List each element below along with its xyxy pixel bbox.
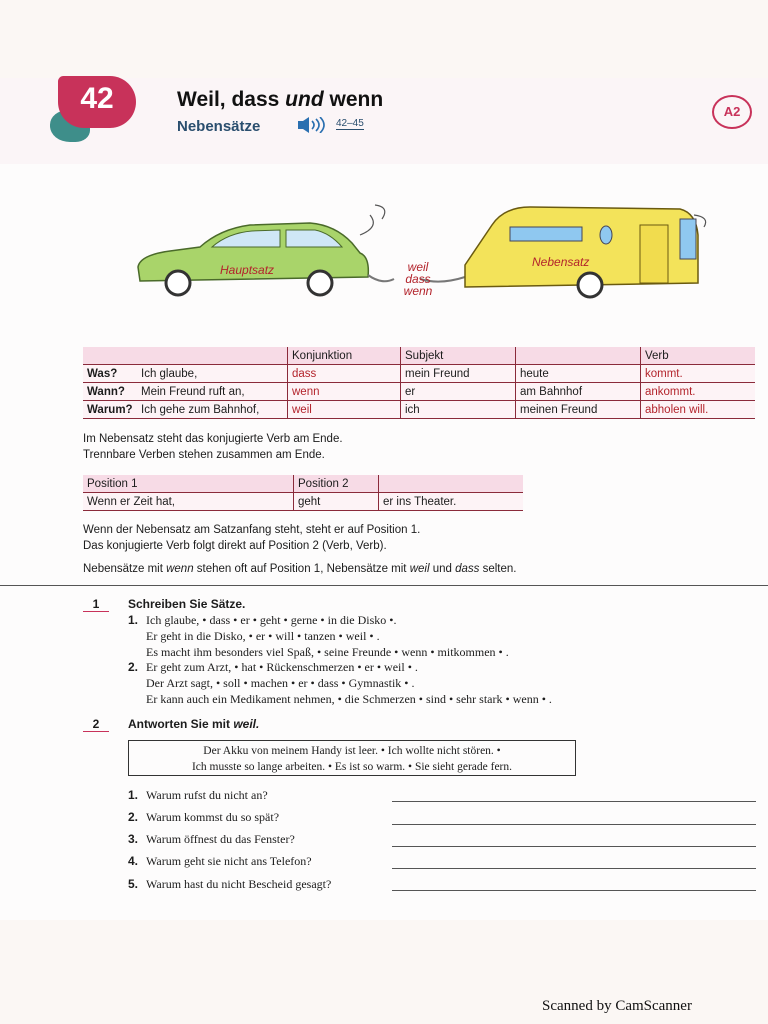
connector-weil: weil bbox=[407, 260, 429, 274]
header-position-1: Position 1 bbox=[83, 475, 294, 493]
header-cell-empty bbox=[83, 347, 288, 365]
item-number: 1. bbox=[128, 613, 139, 627]
header-verb: Verb bbox=[641, 347, 756, 365]
note-italic: dass bbox=[455, 563, 480, 575]
table-cell-main bbox=[83, 365, 288, 383]
table-cell-verb: ankommt. bbox=[641, 383, 756, 401]
table-cell-middle: am Bahnhof bbox=[516, 383, 641, 401]
box-line-2: Ich musste so lange arbeiten. • Es ist so warm. • Sie sieht gerade fern. bbox=[191, 761, 513, 773]
answer-line[interactable] bbox=[392, 801, 756, 802]
rule-note-1: Im Nebensatz steht das konjugierte Verb am Ende. bbox=[83, 433, 343, 445]
question-number bbox=[128, 788, 138, 803]
answer-line[interactable] bbox=[392, 890, 756, 891]
page-subtitle: Nebensätze bbox=[177, 118, 261, 135]
page-title bbox=[177, 88, 383, 112]
table-header-row bbox=[83, 347, 755, 365]
question-number bbox=[128, 877, 138, 892]
table-row bbox=[83, 493, 523, 511]
table-cell-middle: meinen Freund bbox=[516, 401, 641, 419]
table-cell-verb: abholen will. bbox=[641, 401, 756, 419]
title-part-1: Weil, dass bbox=[177, 88, 286, 111]
scanner-watermark: Scanned by CamScanner bbox=[542, 998, 692, 1014]
position-header-row bbox=[83, 475, 523, 493]
rule-note-2: Trennbare Verben stehen zusammen am Ende. bbox=[83, 449, 325, 461]
caravan-label: Nebensatz bbox=[532, 255, 590, 269]
main-clause: Mein Freund ruft an, bbox=[141, 385, 245, 398]
exercise-1-item: Es macht ihm besonders viel Spaß, • seine Freunde • wenn • mitkommen • . bbox=[146, 645, 509, 659]
question-word: Was? bbox=[87, 367, 118, 380]
note-text: selten. bbox=[479, 563, 517, 575]
speaker-icon bbox=[298, 117, 332, 136]
header-position-2: Position 2 bbox=[294, 475, 379, 493]
question-text: Warum rufst du nicht an? bbox=[146, 788, 268, 802]
item-number: 5. bbox=[128, 877, 139, 891]
question-number bbox=[128, 810, 138, 825]
title-italic: und bbox=[285, 88, 324, 111]
main-clause: Ich gehe zum Bahnhof, bbox=[141, 403, 260, 416]
connector-labels bbox=[396, 261, 440, 297]
exercise-1-item: Ich glaube, • dass • er • geht • gerne • in die Disko •. bbox=[146, 613, 397, 627]
table-row bbox=[83, 365, 755, 383]
header-middle bbox=[516, 347, 641, 365]
exercise-2-title bbox=[128, 717, 259, 731]
table-cell-main bbox=[83, 401, 288, 419]
question-word: Warum? bbox=[87, 403, 133, 416]
table-cell-main bbox=[83, 383, 288, 401]
question-number bbox=[128, 832, 138, 847]
table-row bbox=[83, 383, 755, 401]
note-text: und bbox=[429, 563, 456, 575]
exercise-1-item: Er kann auch ein Medikament nehmen, • die Schmerzen • sind • sehr stark • wenn • . bbox=[146, 692, 552, 706]
note-italic: wenn bbox=[166, 563, 194, 575]
table-cell-subject: mein Freund bbox=[401, 365, 516, 383]
position-rest-cell: er ins Theater. bbox=[379, 493, 524, 511]
position-table bbox=[83, 475, 523, 511]
item-number: 1. bbox=[128, 788, 139, 802]
item-number: 2. bbox=[128, 810, 139, 824]
question-text: Warum kommst du so spät? bbox=[146, 810, 280, 824]
connector-wenn: wenn bbox=[403, 284, 433, 298]
item-number: 4. bbox=[128, 854, 139, 868]
question-number bbox=[128, 854, 138, 869]
answer-line[interactable] bbox=[392, 846, 756, 847]
table-cell-verb: kommt. bbox=[641, 365, 756, 383]
note-italic: weil bbox=[409, 563, 430, 575]
question-text: Warum öffnest du das Fenster? bbox=[146, 832, 295, 846]
connector-dass: dass bbox=[405, 272, 431, 286]
rule-note-4: Das konjugierte Verb folgt direkt auf Position 2 (Verb, Verb). bbox=[83, 540, 387, 552]
chapter-number: 42 bbox=[58, 76, 136, 128]
question-text: Warum geht sie nicht ans Telefon? bbox=[146, 854, 312, 868]
section-divider bbox=[0, 585, 768, 586]
exercise-1-number: 1 bbox=[83, 597, 109, 612]
exercise-1-item: Der Arzt sagt, • soll • machen • er • dass • Gymnastik • . bbox=[146, 676, 415, 690]
exercise-1-item-num bbox=[128, 660, 138, 675]
exercise-1-title: Schreiben Sie Sätze. bbox=[128, 597, 246, 611]
answer-line[interactable] bbox=[392, 868, 756, 869]
exercise-1-item: Er geht zum Arzt, • hat • Rückenschmerzen • er • weil • . bbox=[146, 660, 418, 674]
table-cell-subject: ich bbox=[401, 401, 516, 419]
exercise-1-item: Er geht in die Disko, • er • will • tanzen • weil • . bbox=[146, 629, 380, 643]
level-badge: A2 bbox=[712, 95, 752, 129]
answer-line[interactable] bbox=[392, 824, 756, 825]
main-clause: Ich glaube, bbox=[141, 367, 198, 380]
header-rest bbox=[379, 475, 524, 493]
header-subjekt: Subjekt bbox=[401, 347, 516, 365]
item-number: 2. bbox=[128, 660, 139, 674]
header-konjunktion: Konjunktion bbox=[288, 347, 401, 365]
question-word: Wann? bbox=[87, 385, 125, 398]
box-line-1: Der Akku von meinem Handy ist leer. • Ich wollte nicht stören. • bbox=[203, 745, 501, 757]
exercise-1-item-num bbox=[128, 613, 138, 628]
note-text: stehen oft auf Position 1, Nebensätze mit bbox=[193, 563, 410, 575]
audio-track-numbers: 42–45 bbox=[336, 118, 364, 129]
table-cell-middle: heute bbox=[516, 365, 641, 383]
rule-note-5 bbox=[83, 563, 516, 575]
question-text: Warum hast du nicht Bescheid gesagt? bbox=[146, 877, 332, 891]
position-1-cell: Wenn er Zeit hat, bbox=[83, 493, 294, 511]
table-cell-conj: weil bbox=[288, 401, 401, 419]
table-cell-subject: er bbox=[401, 383, 516, 401]
rule-note-3: Wenn der Nebensatz am Satzanfang steht, steht er auf Position 1. bbox=[83, 524, 421, 536]
note-text: Nebensätze mit bbox=[83, 563, 167, 575]
item-number: 3. bbox=[128, 832, 139, 846]
title-part-2: wenn bbox=[323, 88, 384, 111]
exercise-2-title-text: Antworten Sie mit bbox=[128, 717, 234, 731]
car-caravan-illustration bbox=[120, 195, 720, 313]
car-label: Hauptsatz bbox=[220, 263, 275, 277]
exercise-2-number: 2 bbox=[83, 717, 109, 732]
conjunction-table bbox=[83, 347, 755, 419]
table-row bbox=[83, 401, 755, 419]
position-2-cell: geht bbox=[294, 493, 379, 511]
answer-options-box bbox=[128, 740, 576, 776]
table-cell-conj: wenn bbox=[288, 383, 401, 401]
exercise-2-title-italic: weil. bbox=[233, 717, 260, 731]
table-cell-conj: dass bbox=[288, 365, 401, 383]
